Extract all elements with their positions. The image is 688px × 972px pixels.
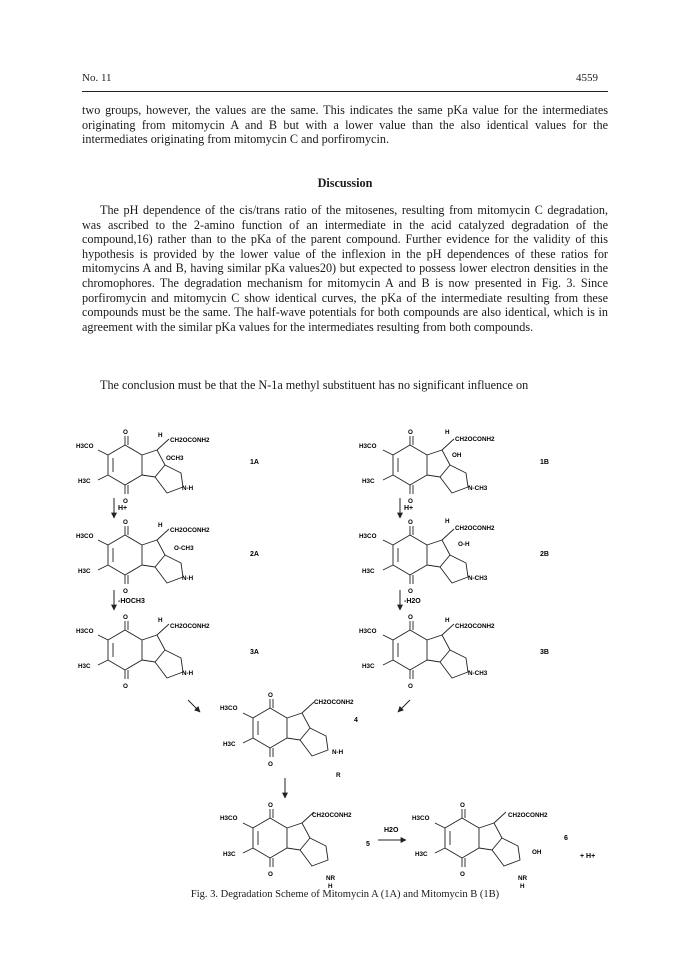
- atom-o: O: [460, 802, 465, 809]
- atom-o: O: [408, 429, 413, 436]
- group-h3c: H3C: [415, 851, 428, 858]
- atom-h: H: [445, 617, 450, 624]
- group-h3co: H3CO: [76, 443, 94, 450]
- page-header-journal-number: No. 11: [82, 72, 112, 84]
- group-oh: OH: [532, 849, 542, 856]
- arrow-3B-4: [398, 700, 410, 712]
- compound-3B: [359, 614, 549, 690]
- group-nch3: N-CH3: [468, 670, 488, 677]
- group-h3c: H3C: [223, 741, 236, 748]
- compound-1A: [76, 429, 259, 505]
- group-carbamate: CH2OCONH2: [170, 623, 210, 630]
- paragraph-discussion: The pH dependence of the cis/trans ratio of the mitosenes, resulting from mitomycin C degradation, was ascribed to the 2-amino function of an intermediate in the acid catalyzed degradation of the compound,16) rather than to the pKa of the parent compound. Further evidence for the validity of this hypothesis is provided by the lower value of the inflexion in the pH dependences of these ratios for mitomycins A and B, having similar pKa values20) but expected to possess lower electron densities in the chromophores. The degradation mechanism for mitomycin A and B is now presented in Fig. 3. Since porfiromycin and mitomycin C show identical curves, the pKa of the intermediate resulting from these compounds must be the same. The half-wave potentials for both compounds are also identical, which is in agreement with the similar pKa values for the intermediates resulting from both compounds.: [82, 203, 608, 334]
- arrow-label-water: H2O: [384, 827, 399, 834]
- atom-h: H: [328, 883, 333, 890]
- group-nch3: N-CH3: [468, 485, 488, 492]
- group-h3co: H3CO: [359, 443, 377, 450]
- atom-o: O: [408, 588, 413, 595]
- atom-o: O: [268, 871, 273, 878]
- degradation-scheme: [70, 410, 630, 890]
- group-carbamate: CH2OCONH2: [170, 527, 210, 534]
- group-nr: NR: [518, 875, 528, 882]
- label-1B: 1B: [540, 459, 549, 466]
- group-h3co: H3CO: [76, 533, 94, 540]
- group-oh: OH: [452, 452, 462, 459]
- arrow-label-minus-water: -H2O: [404, 598, 421, 605]
- section-heading: Discussion: [317, 176, 373, 190]
- atom-o: O: [268, 761, 273, 768]
- atom-h: H: [520, 883, 525, 890]
- group-h3co: H3CO: [359, 628, 377, 635]
- label-1A: 1A: [250, 459, 259, 466]
- group-h3c: H3C: [223, 851, 236, 858]
- group-h3c: H3C: [362, 663, 375, 670]
- figure-caption: Fig. 3. Degradation Scheme of Mitomycin A (1A) and Mitomycin B (1B): [190, 889, 500, 900]
- atom-h: H: [158, 522, 163, 529]
- label-3A: 3A: [250, 649, 259, 656]
- label-6: 6: [564, 835, 568, 842]
- group-nh: N-H: [182, 670, 194, 677]
- atom-o: O: [123, 614, 128, 621]
- atom-o: O: [123, 498, 128, 505]
- atom-o: O: [123, 588, 128, 595]
- group-carbamate: CH2OCONH2: [455, 436, 495, 443]
- group-nch3: N-CH3: [468, 575, 488, 582]
- group-h3c: H3C: [78, 478, 91, 485]
- atom-o: O: [408, 498, 413, 505]
- label-5: 5: [366, 841, 370, 848]
- group-nr: NR: [326, 875, 336, 882]
- page-number: 4559: [576, 72, 598, 84]
- arrow-label-minus-methanol: -HOCH3: [118, 598, 145, 605]
- group-carbamate: CH2OCONH2: [455, 525, 495, 532]
- group-h3c: H3C: [78, 663, 91, 670]
- compound-1B: [359, 429, 549, 505]
- group-oxonium: O-H: [458, 541, 470, 548]
- atom-h: H: [158, 432, 163, 439]
- atom-o: O: [123, 683, 128, 690]
- tail-h-plus: + H+: [580, 853, 596, 860]
- group-r: R: [336, 772, 341, 779]
- compound-2B: [359, 518, 549, 595]
- atom-o: O: [268, 692, 273, 699]
- group-h3c: H3C: [78, 568, 91, 575]
- atom-h: H: [158, 617, 163, 624]
- group-carbamate: CH2OCONH2: [455, 623, 495, 630]
- compound-6: [412, 802, 595, 890]
- group-h3co: H3CO: [76, 628, 94, 635]
- arrow-label-h-plus: H+: [404, 505, 414, 512]
- paragraph-conclusion: The conclusion must be that the N-1a methyl substituent has no significant influence on: [100, 378, 529, 392]
- group-nh: N-H: [182, 575, 194, 582]
- group-h3c: H3C: [362, 568, 375, 575]
- label-2B: 2B: [540, 551, 549, 558]
- group-carbamate: CH2OCONH2: [170, 437, 210, 444]
- arrow-label-h-plus: H+: [118, 505, 128, 512]
- arrow-3A-4: [188, 700, 200, 712]
- group-h3c: H3C: [362, 478, 375, 485]
- header-rule: [82, 91, 608, 92]
- compound-4: [220, 692, 358, 779]
- compound-5: [220, 802, 370, 890]
- group-h3co: H3CO: [220, 705, 238, 712]
- compound-2A: [76, 519, 259, 595]
- atom-h: H: [445, 429, 450, 436]
- atom-o: O: [408, 519, 413, 526]
- label-2A: 2A: [250, 551, 259, 558]
- group-carbamate: CH2OCONH2: [508, 812, 548, 819]
- atom-o: O: [460, 871, 465, 878]
- group-h3co: H3CO: [220, 815, 238, 822]
- group-nh: N-H: [332, 749, 344, 756]
- group-carbamate: CH2OCONH2: [312, 812, 352, 819]
- atom-o: O: [123, 519, 128, 526]
- group-och3: OCH3: [166, 455, 184, 462]
- group-nh: N-H: [182, 485, 194, 492]
- atom-o: O: [408, 614, 413, 621]
- atom-o: O: [408, 683, 413, 690]
- compound-3A: [76, 614, 259, 690]
- atom-o: O: [123, 429, 128, 436]
- paragraph-intro: two groups, however, the values are the same. This indicates the same pKa value for the intermediates originating from mitomycin A and B but with a lower value than the also identical values for the intermediates originating from mitomycin C and porfiromycin.: [82, 103, 608, 147]
- group-carbamate: CH2OCONH2: [314, 699, 354, 706]
- group-oxonium: O-CH3: [174, 545, 194, 552]
- group-h3co: H3CO: [412, 815, 430, 822]
- atom-h: H: [445, 518, 450, 525]
- group-h3co: H3CO: [359, 533, 377, 540]
- atom-o: O: [268, 802, 273, 809]
- label-3B: 3B: [540, 649, 549, 656]
- label-4: 4: [354, 717, 358, 724]
